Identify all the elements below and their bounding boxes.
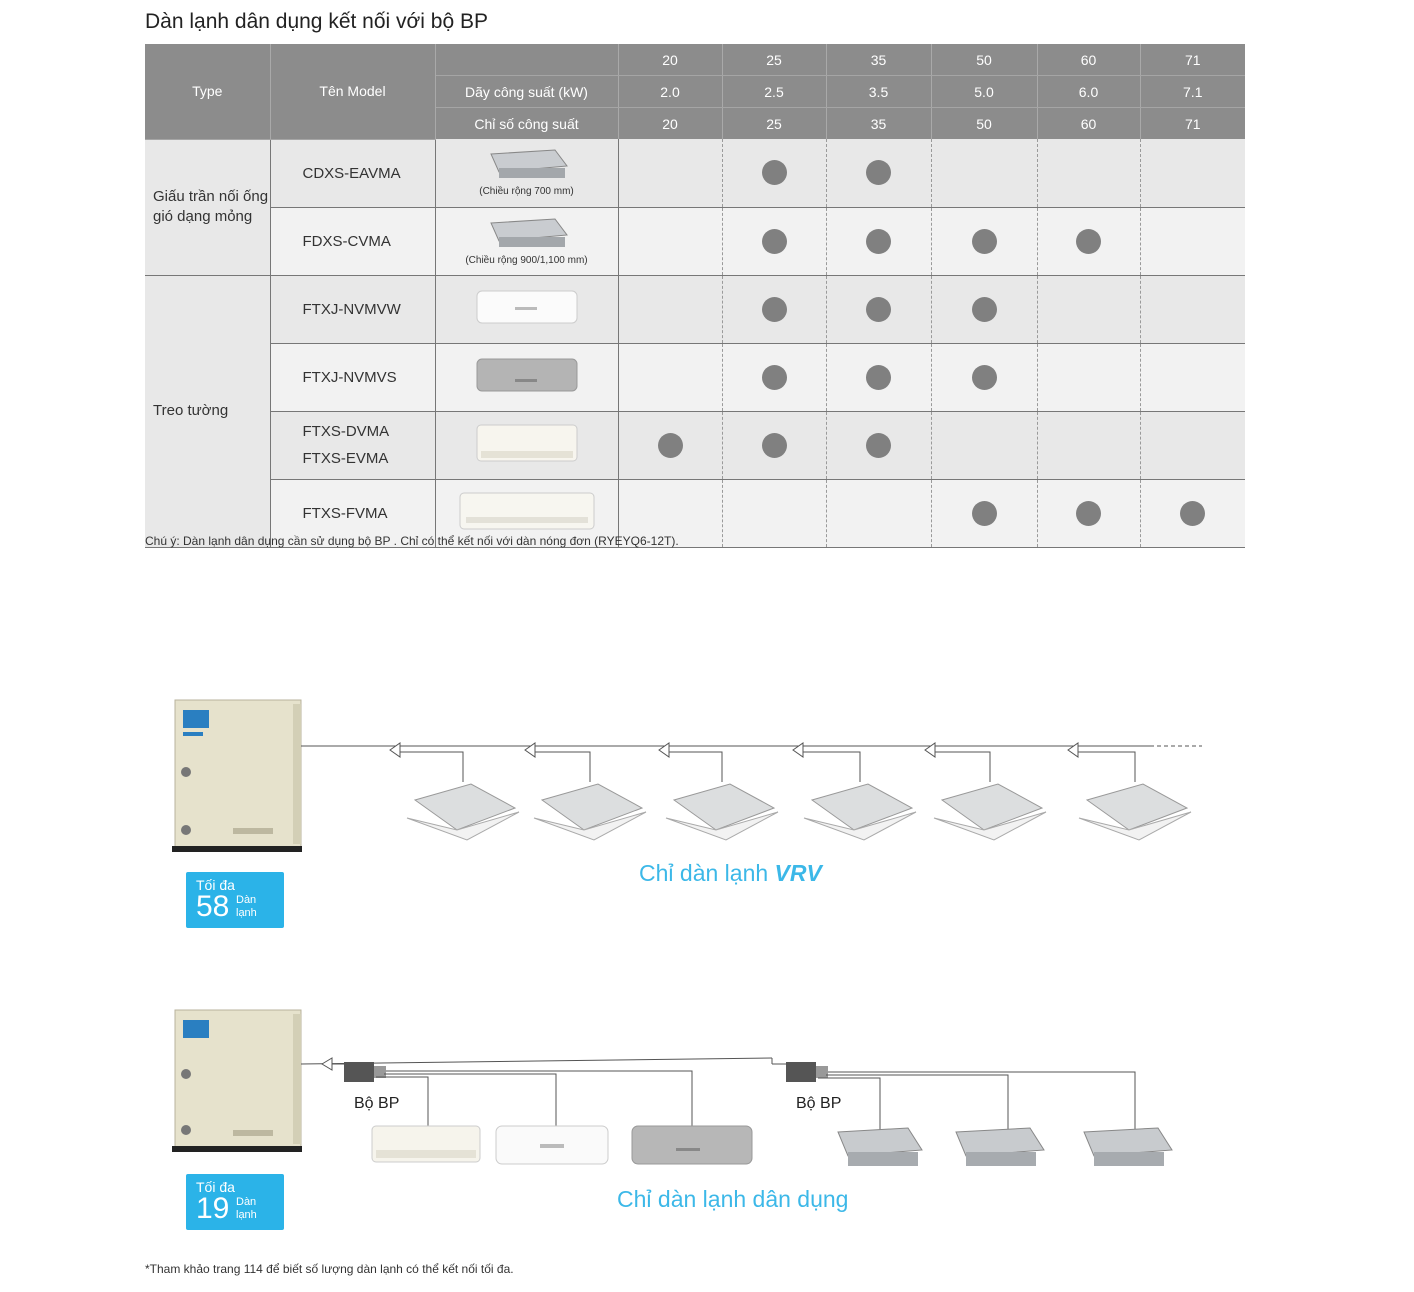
bp-label: Bộ BP [354, 1095, 400, 1112]
wall-unit-ivory-icon [475, 423, 579, 463]
header-class: 50 [931, 44, 1037, 76]
model-name: FTXJ-NVMVW [302, 300, 401, 318]
vrv-indoor-unit-icon [804, 784, 916, 840]
availability-cell [1140, 411, 1245, 479]
wall-unit-ivory-icon [372, 1126, 480, 1162]
ducted-unit-icon [485, 148, 569, 180]
ducted-unit-icon [838, 1128, 922, 1166]
kw-value: 3.5 [826, 76, 931, 108]
residential-diagram [0, 1000, 1414, 1180]
availability-cell [1140, 207, 1245, 275]
model-name: FTXS-DVMA [302, 423, 390, 440]
vrv-indoor-unit-icon [934, 784, 1046, 840]
table-row [145, 411, 1245, 479]
badge-label: Tối đa [196, 877, 235, 893]
outdoor-unit-icon [172, 700, 302, 852]
refnet-joint-icon [525, 743, 535, 757]
refnet-joint-icon [659, 743, 669, 757]
model-cell [270, 139, 435, 207]
header-class: 35 [826, 44, 931, 76]
availability-cell [1037, 479, 1140, 547]
available-dot-icon [1180, 501, 1205, 526]
unit-image-cell [435, 275, 618, 343]
table-row [145, 139, 1245, 207]
availability-cell [826, 139, 931, 207]
kw-value: 5.0 [931, 76, 1037, 108]
availability-cell [722, 479, 826, 547]
availability-cell [618, 207, 722, 275]
residential-only-label: Chỉ dàn lạnh dân dụng [617, 1186, 849, 1212]
badge-number: 19 [196, 1192, 230, 1225]
model-name: CDXS-EAVMA [302, 164, 401, 182]
availability-cell [826, 275, 931, 343]
available-dot-icon [762, 297, 787, 322]
unit-image-cell [435, 411, 618, 479]
index-value: 60 [1037, 108, 1140, 140]
available-dot-icon [866, 160, 891, 185]
available-dot-icon [762, 365, 787, 390]
availability-cell [618, 275, 722, 343]
availability-cell [1037, 207, 1140, 275]
unit-image-cell [435, 139, 618, 207]
model-name: FTXS-EVMA [302, 450, 389, 467]
availability-cell [722, 343, 826, 411]
ducted-unit-icon [956, 1128, 1044, 1166]
kw-value: 6.0 [1037, 76, 1140, 108]
spec-table [145, 44, 1245, 548]
availability-cell [1037, 275, 1140, 343]
availability-cell [1037, 139, 1140, 207]
model-cell [270, 207, 435, 275]
header-class: 60 [1037, 44, 1140, 76]
bp-label: Bộ BP [796, 1095, 842, 1112]
availability-cell [931, 207, 1037, 275]
ducted-unit-icon [485, 217, 569, 249]
available-dot-icon [972, 365, 997, 390]
footnote: *Tham khảo trang 114 để biết số lượng dàn lạnh có thể kết nối tối đa. [145, 1262, 514, 1276]
availability-cell [931, 343, 1037, 411]
type-cell: Giấu trần nối ống gió dạng mỏng [145, 139, 270, 275]
model-name: FTXJ-NVMVS [302, 368, 397, 386]
availability-cell [826, 207, 931, 275]
available-dot-icon [658, 433, 683, 458]
unit-image-cell [435, 343, 618, 411]
available-dot-icon [866, 365, 891, 390]
availability-cell [618, 139, 722, 207]
header-type: Type [145, 44, 270, 139]
available-dot-icon [866, 297, 891, 322]
available-dot-icon [762, 160, 787, 185]
available-dot-icon [866, 433, 891, 458]
vrv-indoor-unit-icon [666, 784, 778, 840]
availability-cell [618, 411, 722, 479]
bp-box-icon [344, 1062, 386, 1082]
available-dot-icon [972, 229, 997, 254]
availability-cell [722, 139, 826, 207]
badge-unit: Dàn lạnh [236, 1196, 257, 1221]
available-dot-icon [762, 433, 787, 458]
availability-cell [1140, 479, 1245, 547]
wall-unit-wide-icon [458, 491, 596, 531]
outdoor-unit-icon [172, 1010, 302, 1152]
availability-cell [931, 411, 1037, 479]
unit-caption: (Chiều rộng 900/1,100 mm) [465, 254, 588, 266]
availability-cell [1140, 275, 1245, 343]
availability-cell [826, 411, 931, 479]
kw-value: 7.1 [1140, 76, 1245, 108]
bp-box-icon [786, 1062, 828, 1082]
model-cell [270, 343, 435, 411]
model-cell [270, 275, 435, 343]
availability-cell [618, 343, 722, 411]
kw-value: 2.0 [618, 76, 722, 108]
availability-cell [931, 479, 1037, 547]
page-title: Dàn lạnh dân dụng kết nối với bộ BP [145, 10, 489, 33]
refnet-joint-icon [390, 743, 400, 757]
header-capacity-index: Chỉ số công suất [435, 108, 618, 140]
header-class: 71 [1140, 44, 1245, 76]
badge-label: Tối đa [196, 1179, 235, 1195]
availability-cell [722, 411, 826, 479]
wall-unit-silver-icon [632, 1126, 752, 1164]
wall-unit-silver-icon [475, 357, 579, 393]
model-name: FTXS-FVMA [302, 504, 388, 522]
header-model: Tên Model [270, 44, 435, 139]
header-capacity-kw: Dãy công suất (kW) [435, 76, 618, 108]
table-row [145, 343, 1245, 411]
unit-caption: (Chiều rộng 700 mm) [479, 186, 574, 198]
index-value: 25 [722, 108, 826, 140]
refnet-joint-icon [793, 743, 803, 757]
available-dot-icon [972, 297, 997, 322]
table-note: Chú ý: Dàn lạnh dân dụng cần sử dụng bộ BP . Chỉ có thể kết nối với dàn nóng đơn (RYEYQ6-12T). [145, 534, 679, 548]
availability-cell [1140, 139, 1245, 207]
model-cell [270, 411, 435, 479]
available-dot-icon [762, 229, 787, 254]
availability-cell [826, 479, 931, 547]
availability-cell [931, 275, 1037, 343]
wall-unit-white-icon [496, 1126, 608, 1164]
vrv-only-label: Chỉ dàn lạnh VRV [639, 860, 822, 886]
type-cell: Treo tường [145, 275, 270, 547]
index-value: 71 [1140, 108, 1245, 140]
unit-image-cell [435, 207, 618, 275]
refnet-joint-icon [1068, 743, 1078, 757]
ducted-unit-icon [1084, 1128, 1172, 1166]
availability-cell [1037, 343, 1140, 411]
table-row [145, 207, 1245, 275]
availability-cell [722, 275, 826, 343]
index-value: 20 [618, 108, 722, 140]
availability-cell [722, 207, 826, 275]
availability-cell [826, 343, 931, 411]
vrv-indoor-unit-icon [1079, 784, 1191, 840]
available-dot-icon [972, 501, 997, 526]
kw-value: 2.5 [722, 76, 826, 108]
header-class: 25 [722, 44, 826, 76]
index-value: 50 [931, 108, 1037, 140]
available-dot-icon [1076, 229, 1101, 254]
available-dot-icon [866, 229, 891, 254]
badge-number: 58 [196, 890, 230, 923]
vrv-indoor-unit-icon [407, 784, 519, 840]
table-row [145, 275, 1245, 343]
available-dot-icon [1076, 501, 1101, 526]
availability-cell [1140, 343, 1245, 411]
vrv-indoor-unit-icon [534, 784, 646, 840]
model-name: FDXS-CVMA [302, 232, 391, 250]
availability-cell [1037, 411, 1140, 479]
wall-unit-white-icon [475, 289, 579, 325]
max-units-badge [186, 1174, 284, 1230]
refnet-joint-icon [925, 743, 935, 757]
header-blank [435, 44, 618, 76]
header-class: 20 [618, 44, 722, 76]
availability-cell [931, 139, 1037, 207]
index-value: 35 [826, 108, 931, 140]
max-units-badge [186, 872, 284, 928]
badge-unit: Dàn lạnh [236, 894, 257, 919]
